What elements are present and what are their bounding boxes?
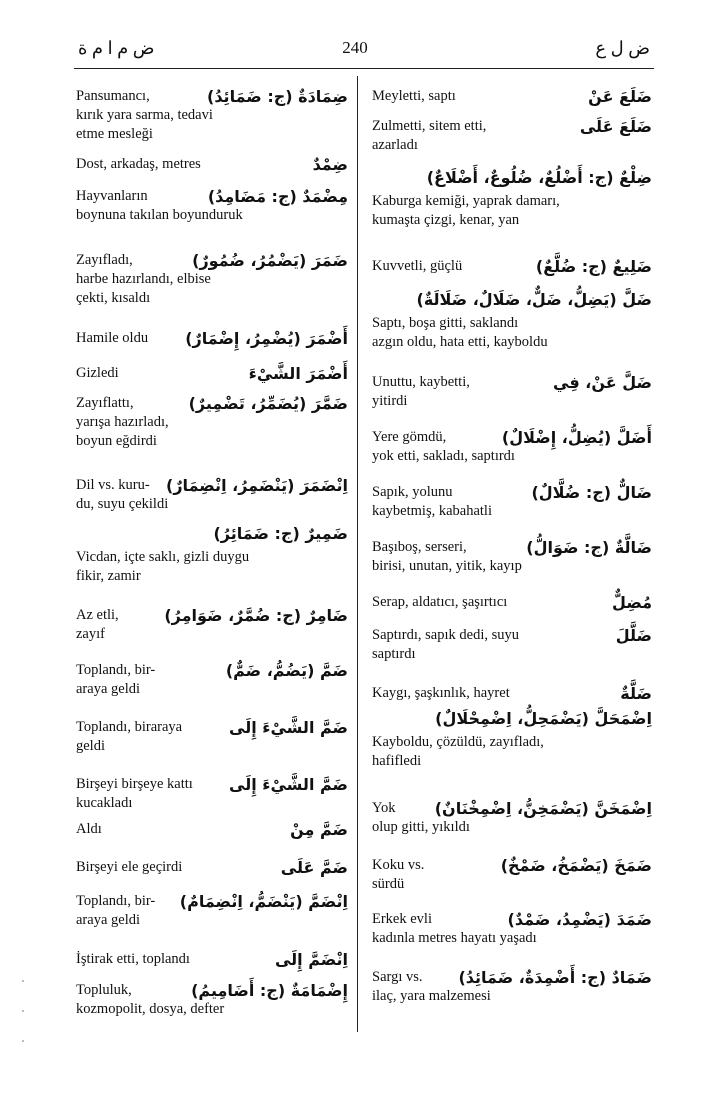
dictionary-entry	[76, 889, 348, 930]
dictionary-entry	[76, 361, 348, 383]
entry-translation: Yok	[372, 800, 396, 816]
entry-arabic-headword: ضَمَادٌ (ج: أَضْمِدَةٌ، ضَمَائِدُ)	[458, 968, 652, 987]
dictionary-entry	[76, 524, 348, 586]
entry-translation-continued: etme mesleği	[76, 126, 153, 142]
dictionary-entry	[372, 114, 652, 155]
entry-arabic-headword: ضَمَّ الشَّيْءَ إِلَى	[229, 775, 348, 794]
entry-translation-continued: kozmopolit, dosya, defter	[76, 1001, 225, 1017]
entry-translation-continued: yitirdi	[372, 393, 408, 409]
entry-translation: Unuttu, kaybetti,	[372, 374, 470, 390]
dictionary-entry	[372, 796, 652, 837]
dictionary-entry	[76, 603, 348, 644]
entry-arabic-headword: ضَلَّةٌ	[620, 684, 652, 703]
dictionary-entry	[76, 817, 348, 839]
entry-translation: Sapık, yolunu	[372, 484, 453, 500]
entry-translation-continued: kucakladı	[76, 795, 133, 811]
entry-arabic-headword: ضِمْدٌ	[312, 155, 348, 174]
entry-translation: Toplandı, bir-	[76, 662, 156, 678]
entry-translation-continued: saptırdı	[372, 646, 416, 662]
dictionary-entry	[372, 853, 652, 894]
entry-arabic-headword: أَضَلَّ (يُضِلُّ، إِضْلَالٌ)	[501, 428, 652, 447]
dictionary-entry	[372, 709, 652, 771]
entry-translation: Koku vs.	[372, 857, 425, 873]
column-divider	[357, 76, 358, 1032]
entry-translation: Kuvvetli, güçlü	[372, 258, 463, 274]
dictionary-entry	[372, 370, 652, 411]
entry-translation-continued: Saptı, boşa gitti, saklandı	[372, 315, 519, 331]
entry-arabic-headword: مِضْمَدٌ (ج: مَضَامِدُ)	[207, 187, 348, 206]
entry-translation-continued: yarışa hazırladı,	[76, 414, 169, 430]
entry-translation: Erkek evli	[372, 911, 432, 927]
entry-arabic-headword: أَضْمَرَ الشَّيْءَ	[248, 364, 348, 383]
dictionary-entry	[76, 248, 348, 308]
entry-translation-continued: araya geldi	[76, 681, 141, 697]
entry-translation-continued: kumaşta çizgi, kenar, yan	[372, 212, 520, 228]
entry-arabic-headword: ضَمَّ الشَّيْءَ إِلَى	[229, 718, 348, 737]
dictionary-entry	[372, 623, 652, 664]
entry-translation-continued: azgın oldu, hata etti, kayboldu	[372, 334, 548, 350]
entry-translation-continued: araya geldi	[76, 912, 141, 928]
entry-arabic-headword: ضَمَّ عَلَى	[280, 858, 348, 877]
dictionary-entry	[372, 84, 652, 106]
dictionary-entry	[76, 84, 348, 144]
entry-translation: Sargı vs.	[372, 969, 423, 985]
entry-translation-continued: birisi, unutan, yitik, kayıp	[372, 558, 522, 574]
entry-arabic-headword: ضَمَّرَ (يُضَمِّرُ، تَضْمِيرٌ)	[188, 394, 348, 413]
entry-arabic-headword: ضَمَّ (يَضُمُّ، ضَمٌّ)	[225, 661, 348, 680]
dictionary-entry	[372, 681, 652, 703]
entry-translation: Hayvanların	[76, 188, 148, 204]
dictionary-entry	[76, 326, 348, 348]
dictionary-entry	[76, 855, 348, 877]
entry-translation: Dil vs. kuru-	[76, 477, 150, 493]
entry-translation: Başıboş, serseri,	[372, 539, 467, 555]
entry-arabic-headword: مُضِلٌّ	[612, 593, 652, 612]
entry-arabic-headword: ضِمَادَةٌ (ج: ضَمَائِدُ)	[207, 87, 348, 106]
entry-translation: Meyletti, saptı	[372, 88, 456, 104]
page-number: 240	[342, 38, 368, 57]
entry-translation: Kaygı, şaşkınlık, hayret	[372, 685, 510, 701]
entry-arabic-headword: اِنْضَمَرَ (يَنْضَمِرُ، اِنْضِمَارٌ)	[166, 476, 348, 495]
entry-translation-continued: kırık yara sarma, tedavi	[76, 107, 213, 123]
dictionary-entry	[76, 715, 348, 756]
entry-translation-continued: azarladı	[372, 137, 418, 153]
entry-translation: İştirak etti, toplandı	[76, 951, 190, 967]
entry-translation-continued: boynuna takılan boyunduruk	[76, 207, 243, 223]
entry-translation: Gizledi	[76, 365, 119, 381]
entry-arabic-headword: ضَلَّلَ	[615, 626, 652, 645]
entry-translation: Zayıfladı,	[76, 252, 133, 268]
entry-translation: Yere gömdü,	[372, 429, 447, 445]
entry-translation: Birşeyi ele geçirdi	[76, 859, 183, 875]
entry-arabic-headword: ضَمَّ مِنْ	[290, 820, 348, 839]
entry-translation: Serap, aldatıcı, şaşırtıcı	[372, 594, 508, 610]
header-left-letters: ض م ا م ة	[78, 38, 155, 58]
scan-speck	[22, 1010, 24, 1012]
dictionary-entry	[76, 184, 348, 225]
dictionary-entry	[76, 947, 348, 969]
entry-translation-continued: kaybetmiş, kabahatli	[372, 503, 492, 519]
dictionary-entry	[372, 965, 652, 1006]
dictionary-entry	[372, 590, 652, 612]
entry-arabic-headword: ضَمَخَ (يَضْمَخُ، ضَمْخٌ)	[500, 856, 652, 875]
dictionary-entry	[372, 168, 652, 230]
entry-translation: Az etli,	[76, 607, 119, 623]
entry-translation: Toplandı, bir-	[76, 893, 156, 909]
entry-arabic-headword: ضَامِرٌ (ج: ضُمَّرٌ، ضَوَامِرُ)	[164, 606, 348, 625]
entry-translation-continued: Vicdan, içte saklı, gizli duygu	[76, 549, 250, 565]
entry-translation: Topluluk,	[76, 982, 132, 998]
entry-translation-continued: du, suyu çekildi	[76, 496, 169, 512]
dictionary-entry	[372, 425, 652, 466]
entry-translation-continued: ilaç, yara malzemesi	[372, 988, 491, 1004]
entry-arabic-headword: اِنْضَمَّ (يَنْضَمُّ، اِنْضِمَامٌ)	[179, 892, 348, 911]
entry-arabic-headword: اِضْمَخَنَّ (يَضْمَخِنُّ، اِضْمِخْنَانٌ)	[434, 799, 652, 818]
entry-arabic-headword: ضَمَدَ (يَضْمِدُ، ضَمْدٌ)	[507, 910, 652, 929]
entry-translation: Dost, arkadaş, metres	[76, 156, 201, 172]
entry-arabic-headword: أَضْمَرَ (يُضْمِرُ، إِضْمَارٌ)	[185, 329, 348, 348]
dictionary-entry	[372, 254, 652, 276]
entry-arabic-headword: ضَالٌّ (ج: ضُلَّالٌ)	[531, 483, 652, 502]
entry-translation-continued: boyun eğdirdi	[76, 433, 157, 449]
dictionary-entry	[76, 152, 348, 174]
entry-translation: Birşeyi birşeye kattı	[76, 776, 193, 792]
scan-speck	[22, 980, 24, 982]
entry-translation: Toplandı, biraraya	[76, 719, 183, 735]
entry-translation-continued: hafifledi	[372, 753, 422, 769]
entry-translation: Pansumancı,	[76, 88, 150, 104]
left-column	[76, 78, 348, 1028]
entry-arabic-headword: ضَالَّةٌ (ج: ضَوَالُّ)	[526, 538, 652, 557]
entry-arabic-headword: ضَمَرَ (يَضْمُرُ، ضُمُورٌ)	[192, 251, 348, 270]
dictionary-entry	[372, 480, 652, 521]
entry-arabic-headword: ضَلَّ عَنْ، فِي	[553, 373, 652, 392]
dictionary-entry	[372, 535, 652, 576]
entry-translation-continued: Kaburga kemiği, yaprak damarı,	[372, 193, 560, 209]
entry-translation-continued: zayıf	[76, 626, 105, 642]
right-column	[372, 78, 652, 1028]
entry-translation: Saptırdı, sapık dedi, suyu	[372, 627, 520, 643]
header-rule	[74, 68, 654, 69]
entry-translation-continued: olup gitti, yıkıldı	[372, 819, 470, 835]
entry-arabic-headword: اِضْمَحَلَّ (يَضْمَحِلُّ، اِضْمِحْلَالٌ)	[435, 709, 652, 728]
dictionary-entry	[76, 978, 348, 1019]
entry-translation-continued: kadınla metres hayatı yaşadı	[372, 930, 537, 946]
entry-arabic-headword: ضَلَّ (يَضِلُّ، ضَلٌّ، ضَلَالٌ، ضَلَالَةٌ)	[416, 290, 652, 309]
entry-arabic-headword: اِنْضَمَّ إِلَى	[274, 950, 348, 969]
entry-arabic-headword: ضَلَعَ عَلَى	[579, 117, 652, 136]
entry-translation: Zayıflattı,	[76, 395, 134, 411]
dictionary-entry	[76, 391, 348, 451]
entry-translation: Aldı	[76, 821, 102, 837]
dictionary-entry	[76, 772, 348, 813]
entry-arabic-headword: إِضْمَامَةٌ (ج: أَضَامِيمُ)	[191, 981, 348, 1000]
entry-translation-continued: Kayboldu, çözüldü, zayıfladı,	[372, 734, 544, 750]
entry-arabic-headword: ضَلَعَ عَنْ	[588, 87, 652, 106]
entry-translation-continued: sürdü	[372, 876, 405, 892]
entry-translation-continued: fikir, zamir	[76, 568, 141, 584]
entry-translation: Zulmetti, sitem etti,	[372, 118, 487, 134]
entry-translation-continued: harbe hazırlandı, elbise	[76, 271, 211, 287]
entry-translation-continued: çekti, kısaldı	[76, 290, 151, 306]
dictionary-entry	[372, 290, 652, 352]
entry-arabic-headword: ضَلِيعٌ (ج: ضُلَّعٌ)	[535, 257, 652, 276]
dictionary-entry	[76, 473, 348, 514]
dictionary-entry	[76, 658, 348, 699]
header-right-letters: ض ل ع	[595, 38, 650, 58]
entry-translation: Hamile oldu	[76, 330, 149, 346]
entry-arabic-headword: ضِلْعٌ (ج: أَضْلُعٌ، ضُلُوعٌ، أَضْلَاعٌ)	[426, 168, 652, 187]
entry-translation-continued: geldi	[76, 738, 105, 754]
scan-speck	[22, 1040, 24, 1042]
entry-arabic-headword: ضَمِيرٌ (ج: ضَمَائِرُ)	[213, 524, 348, 543]
entry-translation-continued: yok etti, sakladı, saptırdı	[372, 448, 515, 464]
dictionary-entry	[372, 907, 652, 948]
